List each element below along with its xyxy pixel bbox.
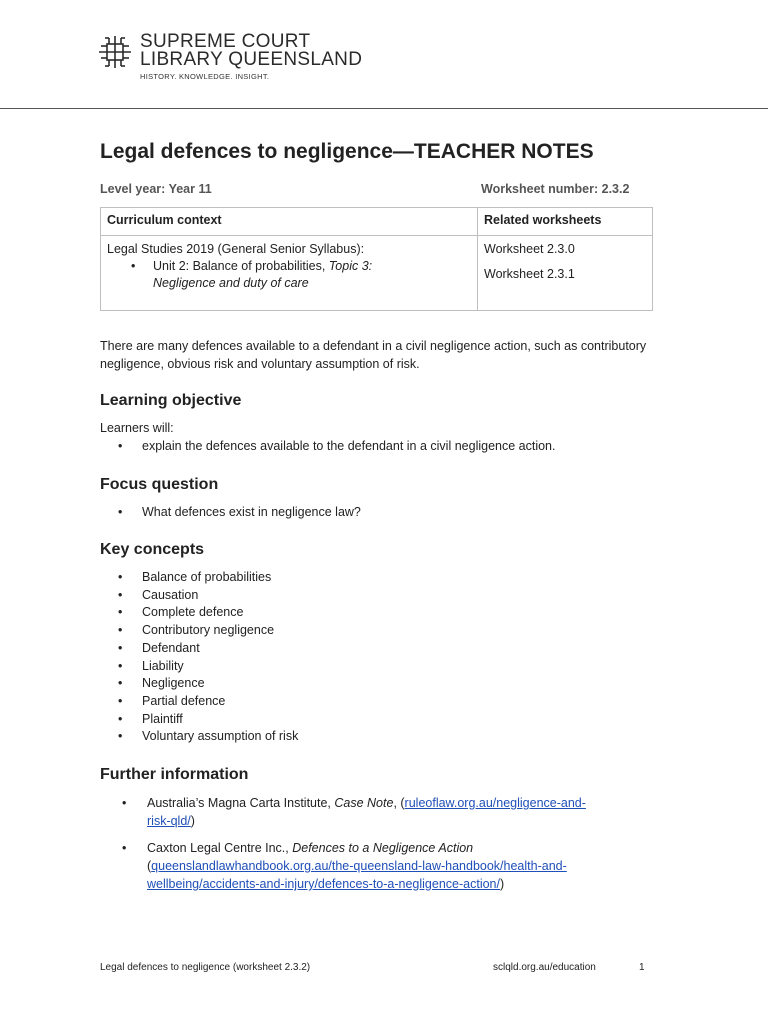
focus-question-list <box>100 504 361 522</box>
table-header-row <box>101 208 653 236</box>
related-worksheets-header: Related worksheets <box>478 208 653 236</box>
list-item-text: What defences exist in negligence law? <box>142 505 361 519</box>
unit-topic-2: Negligence and duty of care <box>153 276 309 290</box>
list-item <box>100 711 298 729</box>
syllabus-text: Legal Studies 2019 (General Senior Syllabus): <box>107 242 365 256</box>
related-worksheet-2: Worksheet 2.3.1 <box>484 267 575 281</box>
intro-paragraph: There are many defences available to a defendant in a civil negligence action, such as contributory negligence, obvious risk and voluntary assumption of risk. <box>100 339 647 371</box>
key-concepts-list <box>100 569 298 746</box>
header-divider <box>0 108 768 109</box>
list-item <box>100 569 298 587</box>
logo-line-2: LIBRARY QUEENSLAND <box>140 49 363 70</box>
page-number: 1 <box>639 962 645 973</box>
list-item-text <box>147 839 567 893</box>
list-item-text: Liability <box>142 658 184 673</box>
list-item <box>100 794 660 830</box>
bullet-icon: • <box>118 658 123 673</box>
list-item <box>100 640 298 658</box>
list-item-text: Negligence <box>142 676 205 691</box>
list-item-text: Plaintiff <box>142 711 183 726</box>
list-item-text: Contributory negligence <box>142 623 275 638</box>
bullet-icon: • <box>118 693 123 708</box>
list-item-text: explain the defences available to the defendant in a civil negligence action. <box>142 439 556 453</box>
list-item <box>100 438 555 456</box>
curriculum-table <box>100 207 653 311</box>
link-text: queenslandlawhandbook.org.au/the-queensland-law-handbook/health-and- <box>151 859 567 873</box>
key-concepts-heading: Key concepts <box>100 541 205 558</box>
bullet-icon: • <box>122 796 127 810</box>
list-item <box>100 504 361 522</box>
list-item-text: Defendant <box>142 640 200 655</box>
list-item <box>100 622 298 640</box>
list-item-text: Balance of probabilities <box>142 570 272 584</box>
bullet-icon: • <box>118 587 123 602</box>
bullet-icon: • <box>118 439 123 453</box>
learning-objective-list <box>100 438 555 456</box>
unit-label: Unit 2: Balance of probabilities, <box>153 259 329 273</box>
source-org: Australia’s Magna Carta Institute, <box>147 796 335 810</box>
curriculum-context-header: Curriculum context <box>101 208 478 236</box>
source-title: Case Note <box>334 796 394 810</box>
curriculum-context-cell <box>101 236 478 311</box>
court-emblem-icon <box>98 35 132 69</box>
footer-site: sclqld.org.au/education <box>493 962 596 973</box>
list-item-text <box>147 794 586 830</box>
bullet-icon: • <box>122 841 127 855</box>
learners-will-text: Learners will: <box>100 421 174 435</box>
list-item <box>100 658 298 676</box>
footer-title: Legal defences to negligence (worksheet 2.3.2) <box>100 962 311 973</box>
source-punct: ) <box>190 814 195 828</box>
bullet-icon: • <box>118 605 123 620</box>
bullet-icon: • <box>118 570 123 584</box>
table-row <box>101 236 653 311</box>
bullet-icon: • <box>118 729 123 744</box>
source-title: Defences to a Negligence Action <box>292 841 474 855</box>
worksheet-number: Worksheet number: 2.3.2 <box>481 182 630 196</box>
related-worksheets-cell <box>478 236 653 311</box>
list-item-text: Causation <box>142 587 199 602</box>
bullet-icon: • <box>118 505 123 519</box>
related-worksheet-1: Worksheet 2.3.0 <box>484 242 575 256</box>
bullet-icon: • <box>118 640 123 655</box>
level-year: Level year: Year 11 <box>100 182 212 196</box>
bullet-icon: • <box>118 711 123 726</box>
source-punct: , ( <box>393 796 405 810</box>
list-item <box>100 587 298 605</box>
focus-question-heading: Focus question <box>100 476 219 493</box>
list-item <box>100 604 298 622</box>
bullet-icon: • <box>131 259 136 273</box>
link-text: risk-qld/ <box>147 814 191 828</box>
link-text: wellbeing/accidents-and-injury/defences-to-a-negligence-action/ <box>147 877 500 891</box>
bullet-icon: • <box>118 676 123 691</box>
page-title: Legal defences to negligence—TEACHER NOTES <box>100 140 594 163</box>
link-text: ruleoflaw.org.au/negligence-and- <box>404 796 586 810</box>
unit-topic-1: Topic 3: <box>328 259 373 273</box>
list-item-text: Complete defence <box>142 605 244 620</box>
bullet-icon: • <box>118 623 123 638</box>
logo-line-1: SUPREME COURT <box>140 31 311 52</box>
source-punct: ( <box>147 859 152 873</box>
unit-text <box>153 258 372 292</box>
list-item <box>100 675 298 693</box>
list-item <box>100 693 298 711</box>
source-punct: ) <box>499 877 505 891</box>
list-item <box>100 839 660 893</box>
logo-tagline: HISTORY. KNOWLEDGE. INSIGHT. <box>140 72 270 81</box>
logo-wordmark <box>140 33 362 81</box>
source-org: Caxton Legal Centre Inc., <box>147 841 293 855</box>
learning-objective-heading: Learning objective <box>100 392 242 409</box>
unit-item <box>107 258 471 292</box>
list-item <box>100 728 298 746</box>
list-item-text: Partial defence <box>142 693 226 708</box>
list-item-text: Voluntary assumption of risk <box>142 729 299 744</box>
further-information-list <box>100 794 660 902</box>
further-information-heading: Further information <box>100 766 249 783</box>
